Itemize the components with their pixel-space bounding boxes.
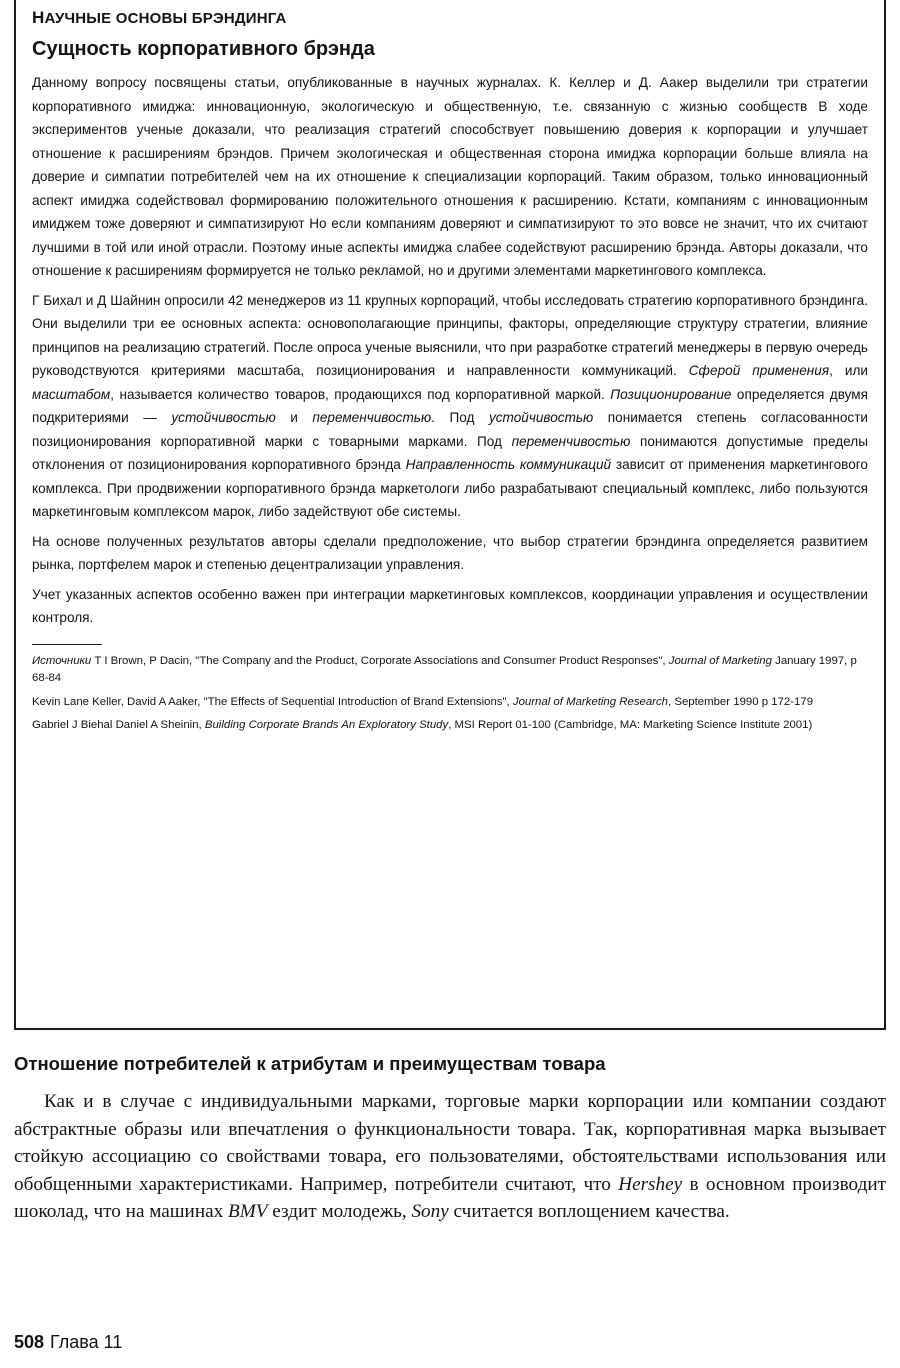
box-title: Сущность корпоративного брэнда <box>32 38 375 60</box>
footnote-divider <box>32 644 102 645</box>
footnote-2: Kevin Lane Keller, David A Aaker, "The Effects of Sequential Introduction of Brand Extensions", Journal of Marketing Research, September 1990 p 172-179 <box>32 695 814 708</box>
section-heading: Отношение потребителей к атрибутам и преимуществам товара <box>14 1053 606 1074</box>
sidebar-box <box>14 0 886 1030</box>
box-paragraph-4: Учет указанных аспектов особенно важен при интеграции маркетинговых комплексов, координации управления и осуществлении контроля. <box>32 586 868 625</box>
chapter-label: Глава 11 <box>50 1332 123 1352</box>
box-paragraph-1: Данному вопросу посвящены статьи, опубликованные в научных журналах. К. Келлер и Д. Аакер выделили три стратегии корпоративного имиджа: инновационную, экологическую и общественную, т.е. связанную с жизнью сообществ В ходе экспериментов ученые доказали, что реализация стратегий способствует повышению доверия к корпорации и улучшает отношение к расширениям брэндов. Причем экологическая и общественная сторона имиджа корпорации больше влияла на доверие и симпатии потребителей чем на их отношение к специализации корпораций. Таким образом, только инновационный аспект имиджа содействовал формированию положительного отношения к расширению. Кстати, компаниям с инновационным имиджем тоже доверяют и симпатизируют Но если компаниям доверяют и симпатизируют то это вовсе не значит, что их считают лучшими в той или иной отрасли. Поэтому иные аспекты имиджа слабее содействуют расширению брэнда. Авторы доказали, что отношение к расширениям формируется не только рекламой, но и другими элементами маркетингового комплекса. <box>32 75 868 278</box>
box-kicker: НАУЧНЫЕ ОСНОВЫ БРЭНДИНГА <box>32 8 287 27</box>
box-paragraph-2: Г Бихал и Д Шайнин опросили 42 менеджеров из 11 крупных корпораций, чтобы исследовать стратегию корпоративного брэндинга. Они выделили три ее основных аспекта: основополагающие принципы, факторы, определяющие структуру стратегии, влияние принципов на реализацию стратегий. После опроса ученые выяснили, что при разработке стратегий менеджеры в первую очередь руководствуются критериями масштаба, позиционирования и направленности коммуникаций. Сферой применения, или масштабом, называется количество товаров, продающихся под корпоративной маркой. Позиционирование определяется двумя подкритериями — устойчивостью и переменчивостью. Под устойчивостью понимается степень согласованности позиционирования корпоративной марки с товарными марками. Под переменчивостью понимаются допустимые пределы отклонения от позиционирования корпоративного брэнда Направленность коммуникаций зависит от применения маркетингового комплекса. При продвижении корпоративного брэнда маркетологи либо разрабатывают специальный комплекс, либо пользуются маркетинговым комплексом марок, либо задействуют обе системы. <box>32 292 869 519</box>
footnote-3: Gabriel J Biehal Daniel A Sheinin, Building Corporate Brands An Exploratory Study, MSI Report 01-100 (Cambridge, MA: Marketing Science Institute 2001) <box>32 719 813 731</box>
footnote-1: Источники T I Brown, P Dacin, "The Company and the Product, Corporate Associations and Consumer Product Responses", Journal of Marketing January 1997, p 68-84 <box>32 654 857 684</box>
page-number: 508 <box>14 1332 45 1352</box>
box-paragraph-3: На основе полученных результатов авторы сделали предположение, что выбор стратегии брэндинга определяется развитием рынка, портфелем марок и степенью децентрализации управления. <box>32 533 868 572</box>
page-footer <box>14 1332 122 1353</box>
section-body-paragraph: Как и в случае с индивидуальными марками, торговые марки корпорации или компании создают абстрактные образы или впечатления о функциональности товара. Так, корпоративная марка вызывает стойкую ассоциацию со свойствами товара, его пользователями, обстоятельствами использования или обобщенными характеристиками. Например, потребители считают, что Hershey в основном производит шоколад, что на машинах BMV ездит молодежь, Sony считается воплощением качества. <box>14 1091 886 1222</box>
